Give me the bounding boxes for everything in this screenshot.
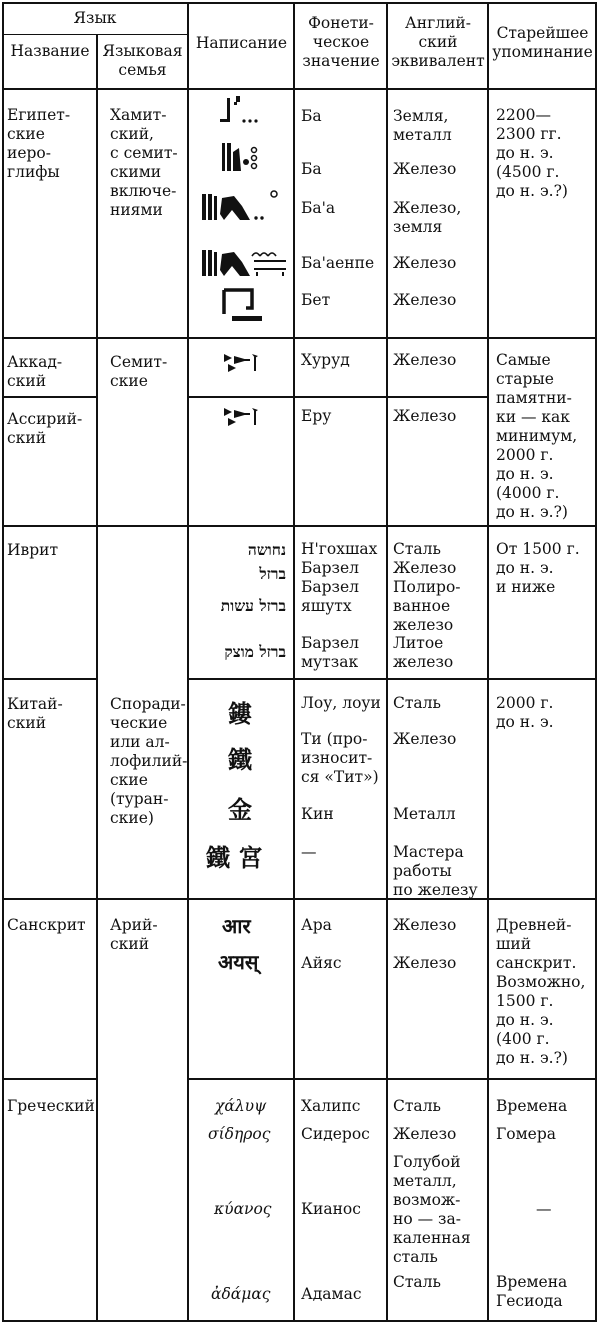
table-top-rule <box>2 2 596 4</box>
row-rule-china <box>2 898 596 900</box>
greek-eng-4: Сталь <box>393 1273 441 1291</box>
china-phon-1: Лоу, лоуи <box>301 694 381 712</box>
hebrew-eng-4: Литое железо <box>393 634 454 671</box>
hieroglyph-4-icon <box>196 244 290 280</box>
greek-writing-1: χάλυψ <box>215 1097 267 1115</box>
header-phonetic: Фонети- ческое значение <box>302 14 380 70</box>
egypt-eng-5: Железо <box>393 291 457 309</box>
egypt-family: Хамит- ский, с семит- скими включе- ниями <box>110 106 178 219</box>
china-phon-4: — <box>301 843 317 861</box>
greek-eng-1: Сталь <box>393 1097 441 1115</box>
sanskrit-family: Арий- ский <box>110 916 158 953</box>
hebrew-phon-4: Барзел мутзак <box>301 634 360 671</box>
row-rule-hebrew <box>2 678 97 680</box>
akkad-family: Семит- ские <box>110 353 168 390</box>
hebrew-oldest: От 1500 г. до н. э. и ниже <box>496 540 580 596</box>
header-lang-group: Язык <box>73 9 117 27</box>
row-rule-assyr <box>2 525 596 527</box>
hebrew-writing-2: ברזל <box>259 564 286 583</box>
greek-phon-4: Адамас <box>301 1285 362 1303</box>
header-writing: Написание <box>195 34 288 52</box>
egypt-eng-4: Железо <box>393 254 457 272</box>
sanskrit-phon-1: Ара <box>301 916 332 934</box>
hebrew-eng-3: Полиро- ванное железо <box>393 578 461 634</box>
china-phon-2: Ти (про- износит- ся «Тит») <box>301 730 379 786</box>
greek-writing-3: κύανος <box>214 1200 272 1218</box>
egypt-name: Египет- ские иеро- глифы <box>7 106 71 181</box>
chinese-writing-2: 鐵 <box>228 746 252 774</box>
col-rule-phonetic <box>386 2 388 1322</box>
row-rule-egypt <box>2 337 596 339</box>
sanskrit-eng-2: Железо <box>393 954 457 972</box>
akkad-phon: Хуруд <box>301 351 350 369</box>
hebrew-writing-3: ברזל עשות <box>220 596 286 615</box>
sanskrit-writing-2: अयस् <box>218 950 259 974</box>
col-rule-family <box>187 2 189 1322</box>
header-name: Название <box>10 42 90 60</box>
greek-oldest-3: — <box>536 1200 552 1218</box>
greek-phon-3: Кианос <box>301 1200 361 1218</box>
row-rule-hebrew-right <box>188 678 596 680</box>
col-rule-right <box>595 2 597 1322</box>
assyr-phon: Еру <box>301 407 332 425</box>
cuneiform-1-icon <box>222 350 262 374</box>
china-eng-1: Сталь <box>393 694 441 712</box>
hieroglyph-5-icon <box>218 284 270 324</box>
greek-phon-2: Сидерос <box>301 1125 370 1143</box>
row-rule-akkad <box>2 396 97 398</box>
greek-phon-1: Халипс <box>301 1097 361 1115</box>
egypt-oldest: 2200— 2300 гг. до н. э. (4500 г. до н. э.?) <box>496 106 568 200</box>
header-oldest: Старейшее упоминание <box>492 24 593 61</box>
egypt-eng-3: Железо, земля <box>393 199 462 236</box>
akkad-eng: Железо <box>393 351 457 369</box>
row-rule-akkad-writing <box>188 396 488 398</box>
egypt-phon-5: Бет <box>301 291 331 309</box>
hebrew-writing-1: נחושה <box>247 540 286 559</box>
egypt-phon-3: Ба'а <box>301 199 336 217</box>
egypt-phon-2: Ба <box>301 160 322 178</box>
sanskrit-name: Санскрит <box>7 916 86 934</box>
row-rule-sanskrit-right <box>188 1078 596 1080</box>
chinese-writing-1: 鏤 <box>228 700 252 728</box>
greek-oldest-4: Времена Гесиода <box>496 1273 568 1310</box>
col-rule-name <box>96 34 98 1322</box>
sanskrit-writing-1: आर <box>222 914 251 938</box>
hebrew-writing-4: ברזל מוצק <box>224 642 286 661</box>
akkad-name: Аккад- ский <box>7 353 63 390</box>
greek-oldest-2: Гомера <box>496 1125 556 1143</box>
greek-writing-2: σίδηρος <box>208 1125 271 1143</box>
egypt-phon-1: Ба <box>301 107 322 125</box>
china-eng-4: Мастера работы по железу <box>393 843 478 899</box>
sanskrit-phon-2: Айяс <box>301 954 342 972</box>
lang-subheader-rule <box>2 34 188 35</box>
egypt-phon-4: Ба'аенпе <box>301 254 375 272</box>
greek-oldest-1: Времена <box>496 1097 568 1115</box>
chinese-writing-3: 金 <box>228 796 252 824</box>
hebrew-eng-2: Железо <box>393 559 457 577</box>
row-rule-sanskrit <box>2 1078 97 1080</box>
egypt-eng-2: Железо <box>393 160 457 178</box>
hebrew-eng-1: Сталь <box>393 540 441 558</box>
egypt-eng-1: Земля, металл <box>393 107 452 144</box>
col-rule-writing <box>293 2 295 1322</box>
col-rule-english <box>487 2 489 1322</box>
cuneiform-2-icon <box>222 404 262 428</box>
col-rule-left <box>2 2 4 1322</box>
assyr-eng: Железо <box>393 407 457 425</box>
china-eng-3: Металл <box>393 805 456 823</box>
china-family: Споради- ческие или ал- лофилий- ские (туран- ские) <box>110 695 188 827</box>
china-name: Китай- ский <box>7 695 63 732</box>
greek-eng-2: Железо <box>393 1125 457 1143</box>
hebrew-phon-3: Барзел яшутх <box>301 578 360 615</box>
chinese-writing-4: 鐵 宮 <box>206 844 263 872</box>
hebrew-phon-2: Барзел <box>301 559 360 577</box>
greek-name: Греческий <box>7 1097 95 1115</box>
hieroglyph-1-icon <box>217 94 269 128</box>
hieroglyph-2-icon <box>217 140 269 176</box>
sanskrit-eng-1: Железо <box>393 916 457 934</box>
header-family: Языковая семья <box>102 42 183 79</box>
table-bottom-rule <box>2 1320 596 1322</box>
assyr-name: Ассирий- ский <box>7 410 83 447</box>
china-eng-2: Железо <box>393 730 457 748</box>
sanskrit-oldest: Древней- ший санскрит. Возможно, 1500 г. до н. э. (400 г. до н. э.?) <box>496 916 586 1067</box>
hebrew-phon-1: Н'гохшах <box>301 540 378 558</box>
hieroglyph-3-icon <box>196 188 286 224</box>
china-oldest: 2000 г. до н. э. <box>496 694 554 731</box>
header-english: Англий- ский эквивалент <box>391 14 485 70</box>
greek-writing-4: ἀδάμας <box>211 1285 271 1303</box>
header-bottom-rule <box>2 88 596 90</box>
akkad-oldest: Самые старые памятни- ки — как минимум, 2000 г. до н. э. (4000 г. до н. э.?) <box>496 351 578 521</box>
greek-eng-3: Голубой металл, возмож- но — за- каленная сталь <box>393 1153 471 1266</box>
china-phon-3: Кин <box>301 805 334 823</box>
hebrew-name: Иврит <box>7 541 59 559</box>
